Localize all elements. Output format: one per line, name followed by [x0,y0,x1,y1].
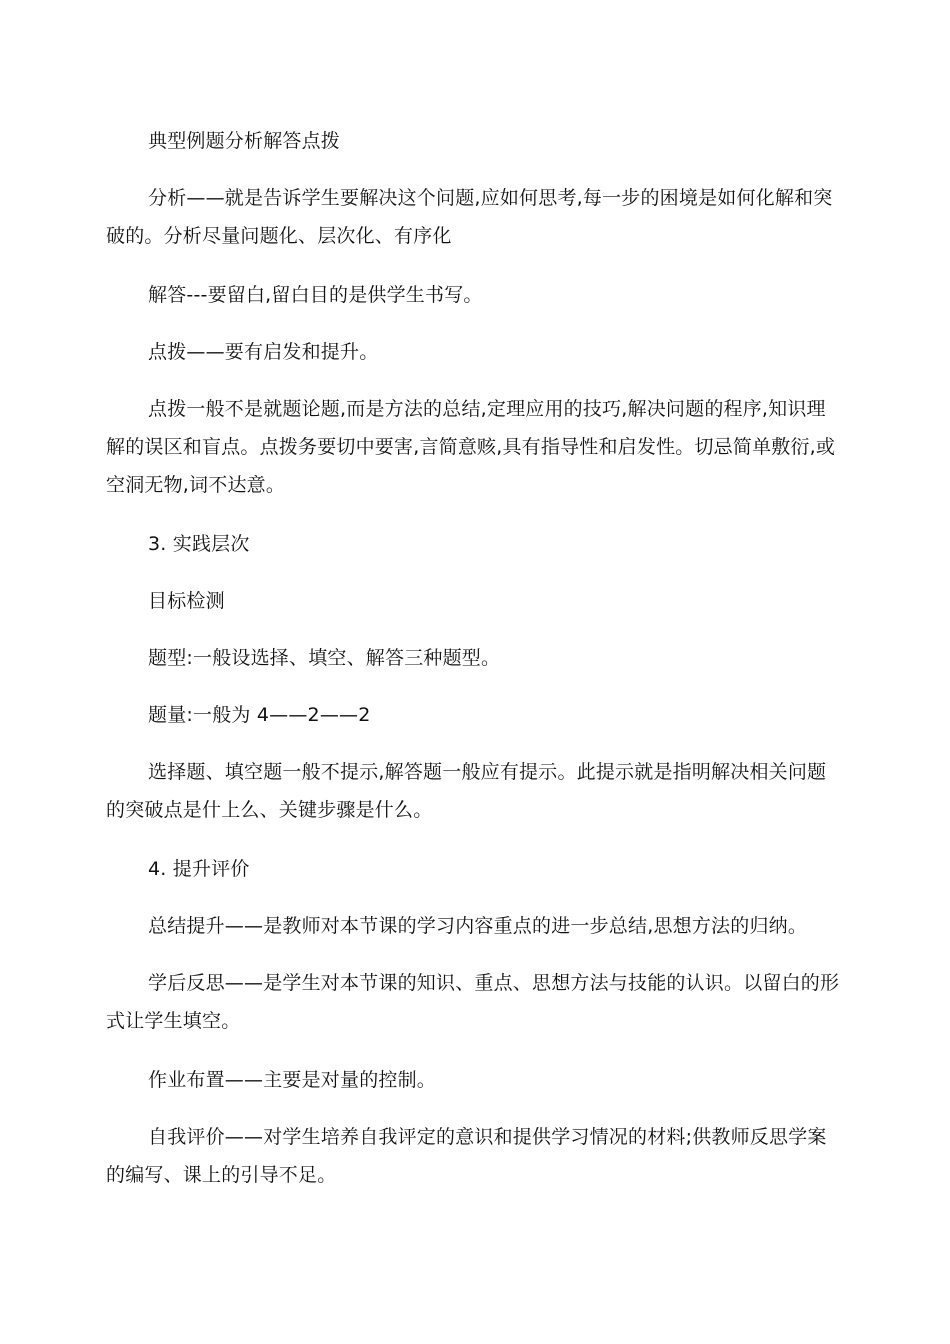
paragraph-homework: 作业布置——主要是对量的控制。 [148,1069,437,1091]
paragraph-guidance: 点拨——要有启发和提升。 [148,341,379,363]
paragraph-guidance-detail: 点拨一般不是就题论题,而是方法的总结,定理应用的技巧,解决问题的程序,知识理解的误区和盲点。点拨务要切中要害,言简意赅,具有指导性和启发性。切忌简单敷衍,或空洞无物,词不达意。 [106,398,836,496]
subheading-target-test: 目标检测 [148,590,225,612]
paragraph-question-count: 题量:一般为 4——2——2 [148,704,371,726]
paragraph-hints: 选择题、填空题一般不提示,解答题一般应有提示。此提示就是指明解决相关问题的突破点是什上么、关键步骤是什么。 [106,761,827,821]
paragraph-self-evaluation: 自我评价——对学生培养自我评定的意识和提供学习情况的材料;供教师反思学案的编写、课上的引导不足。 [106,1126,827,1186]
section-heading-evaluation: 4. 提升评价 [148,858,250,880]
section-heading-practice: 3. 实践层次 [148,533,250,555]
paragraph-question-types: 题型:一般设选择、填空、解答三种题型。 [148,647,501,669]
paragraph-answer: 解答---要留白,留白目的是供学生书写。 [148,284,483,306]
paragraph-reflection: 学后反思——是学生对本节课的知识、重点、思想方法与技能的认识。以留白的形式让学生填空。 [106,972,840,1032]
section-heading-example-analysis: 典型例题分析解答点拨 [148,130,341,152]
paragraph-analysis: 分析——就是告诉学生要解决这个问题,应如何思考,每一步的困境是如何化解和突破的。分析尽量问题化、层次化、有序化 [106,187,833,247]
paragraph-summary: 总结提升——是教师对本节课的学习内容重点的进一步总结,思想方法的归纳。 [148,915,808,937]
